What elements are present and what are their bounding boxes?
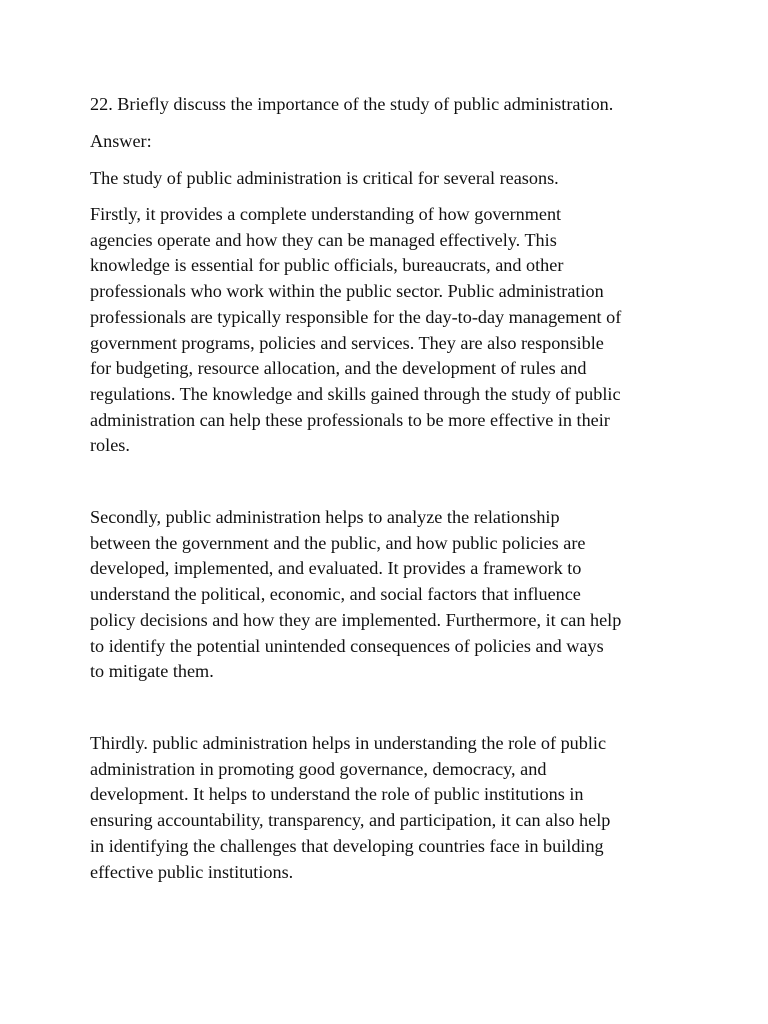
intro-paragraph: The study of public administration is critical for several reasons. [90, 168, 559, 188]
paragraph-firstly: Firstly, it provides a complete understanding of how government agencies operate and how they can be managed effectively. This knowledge is essential for public officials, bureaucrats, and other professionals who work within the public sector. Public administration professionals are typically responsible for the day-to-day management of government programs, policies and services. They are also responsible for budgeting, resource allocation, and the development of rules and regulations. The knowledge and skills gained through the study of public administration can help these professionals to be more effective in their roles. [90, 204, 622, 456]
paragraph-thirdly: Thirdly. public administration helps in understanding the role of public administration in promoting good governance, democracy, and development. It helps to understand the role of public institutions in ensuring accountability, transparency, and participation, it can also help in identifying the challenges that developing countries face in building effective public institutions. [90, 733, 611, 882]
answer-label: Answer: [90, 131, 152, 151]
paragraph-secondly: Secondly, public administration helps to analyze the relationship between the government and the public, and how public policies are developed, implemented, and evaluated. It provides a framework to understand the political, economic, and social factors that influence policy decisions and how they are implemented. Furthermore, it can help to identify the potential unintended consequences of policies and ways to mitigate them. [90, 507, 622, 682]
question-heading: 22. Briefly discuss the importance of the study of public administration. [90, 94, 614, 114]
